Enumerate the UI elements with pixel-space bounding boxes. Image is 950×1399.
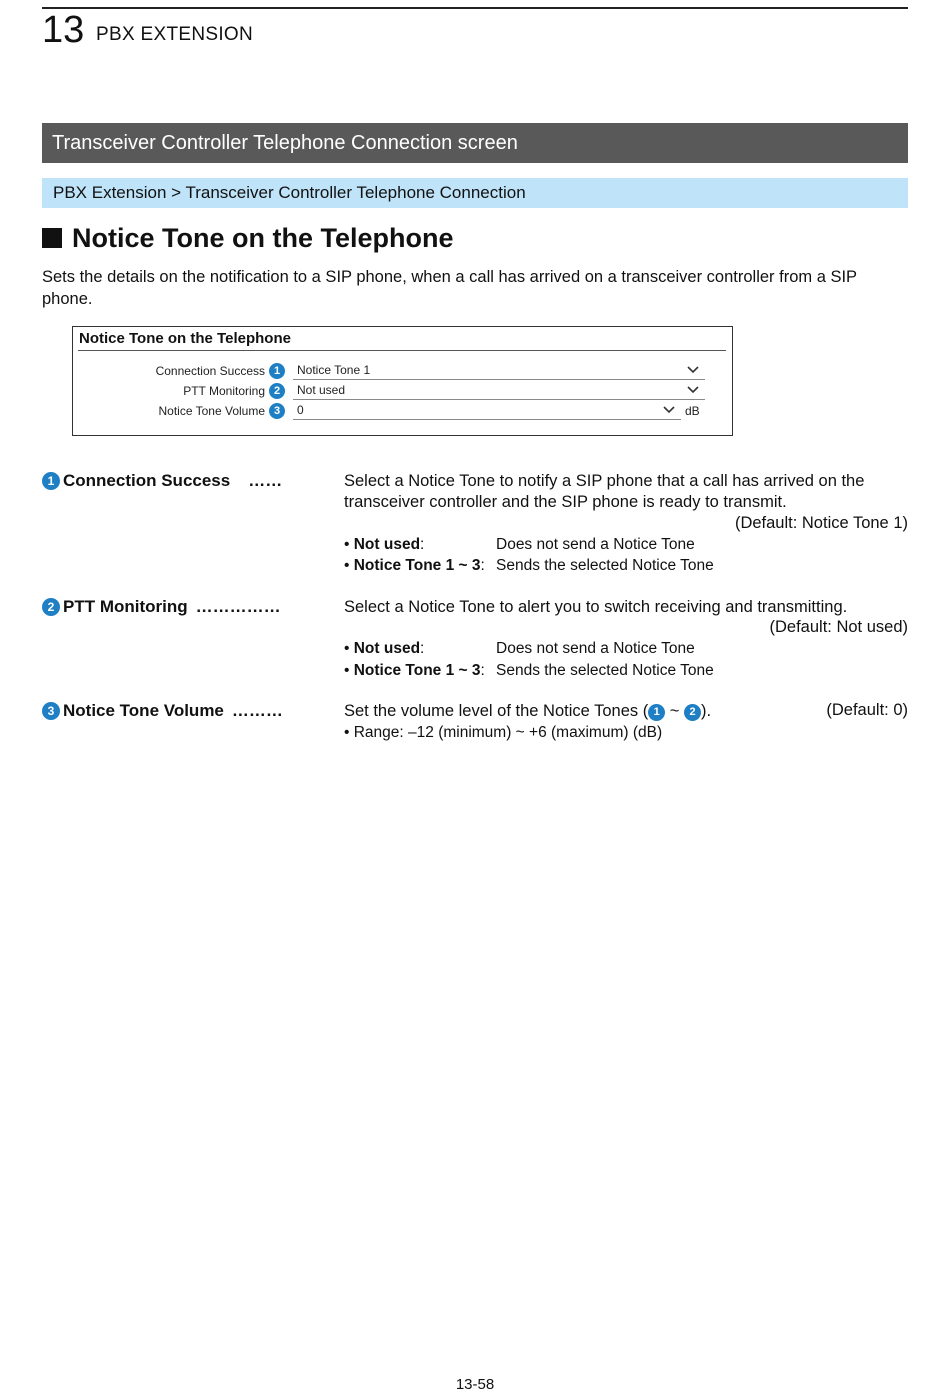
badge-2-icon: 2 — [269, 383, 285, 399]
chapter-number: 13 — [42, 9, 85, 51]
panel-label-notice-tone-volume: Notice Tone Volume — [158, 404, 265, 418]
connection-success-value: Notice Tone 1 — [297, 363, 371, 377]
leader-dots: …… — [248, 471, 283, 490]
bullet-key: Not used — [353, 640, 421, 657]
page-number: 13-58 — [455, 1376, 495, 1393]
ptt-monitoring-value: Not used — [297, 383, 346, 397]
item-connection-success-description: Select a Notice Tone to notify a SIP phone that a call has arrived on the transceiver controller and the SIP phone is ready to transmit. — [344, 472, 865, 511]
badge-3-icon: 3 — [42, 702, 60, 720]
item-name: PTT Monitoring — [63, 597, 188, 616]
settings-panel-screenshot — [72, 326, 733, 436]
list-item: • Notice Tone 1 ~ 3: Sends the selected Notice Tone — [344, 557, 714, 574]
notice-tone-volume-select[interactable] — [293, 402, 681, 420]
item-notice-tone-volume-description — [344, 701, 908, 722]
item-name: Connection Success — [63, 471, 231, 490]
leader-dots: ……… — [231, 701, 283, 720]
chevron-down-icon — [663, 404, 675, 416]
item-name: Notice Tone Volume — [63, 701, 224, 720]
item-ptt-monitoring-default: (Default: Not used) — [769, 618, 908, 636]
ptt-monitoring-select[interactable] — [293, 382, 705, 400]
badge-1-icon: 1 — [648, 704, 665, 721]
item-notice-tone-volume-default: (Default: 0) — [826, 701, 908, 719]
badge-2-icon: 2 — [684, 704, 701, 721]
ref-separator: ~ — [665, 702, 685, 720]
bullet-key: Not used — [353, 536, 421, 553]
bullet-value: Sends the selected Notice Tone — [496, 557, 714, 574]
badge-2-icon: 2 — [42, 598, 60, 616]
panel-label-ptt-monitoring: PTT Monitoring — [183, 384, 265, 398]
item-connection-success-heading — [42, 471, 282, 491]
badge-1-icon: 1 — [269, 363, 285, 379]
description-suffix: ). — [701, 702, 712, 720]
list-item: • Range: –12 (minimum) ~ +6 (maximum) (dB) — [344, 724, 663, 741]
item-ptt-monitoring-description: Select a Notice Tone to alert you to switch receiving and transmitting. — [344, 598, 848, 616]
panel-row-ptt-monitoring — [73, 382, 733, 402]
panel-label-connection-success: Connection Success — [155, 364, 265, 378]
list-item: • Not used: Does not send a Notice Tone — [344, 536, 695, 553]
bullet-text: Range: –12 (minimum) ~ +6 (maximum) (dB) — [353, 724, 663, 741]
panel-row-connection-success — [73, 362, 733, 382]
item-notice-tone-volume-heading — [42, 701, 283, 721]
volume-unit: dB — [685, 404, 700, 418]
list-item: • Notice Tone 1 ~ 3: Sends the selected Notice Tone — [344, 662, 714, 679]
panel-title: Notice Tone on the Telephone — [79, 330, 291, 347]
section-heading — [42, 221, 454, 255]
item-ptt-monitoring-heading — [42, 597, 281, 617]
bullet-key: Notice Tone 1 ~ 3 — [353, 662, 481, 679]
bullet-value: Does not send a Notice Tone — [496, 536, 695, 553]
chevron-down-icon — [687, 384, 699, 396]
badge-3-icon: 3 — [269, 403, 285, 419]
section-title: Notice Tone on the Telephone — [72, 223, 454, 253]
bullet-key: Notice Tone 1 ~ 3 — [353, 557, 481, 574]
panel-row-notice-tone-volume — [73, 402, 733, 422]
list-item: • Not used: Does not send a Notice Tone — [344, 640, 695, 657]
item-connection-success-default: (Default: Notice Tone 1) — [734, 514, 908, 532]
badge-1-icon: 1 — [42, 472, 60, 490]
notice-tone-volume-value: 0 — [297, 403, 304, 417]
section-intro: Sets the details on the notification to a SIP phone, when a call has arrived on a transceiver controller from a SIP phone. — [42, 268, 857, 308]
breadcrumb: PBX Extension > Transceiver Controller Telephone Connection — [42, 178, 908, 208]
screen-title-bar: Transceiver Controller Telephone Connection screen — [42, 123, 908, 163]
black-square-icon — [42, 228, 62, 248]
chevron-down-icon — [687, 364, 699, 376]
bullet-value: Does not send a Notice Tone — [496, 640, 695, 657]
chapter-title: PBX EXTENSION — [96, 24, 253, 45]
description-prefix: Set the volume level of the Notice Tones ( — [344, 702, 649, 720]
bullet-value: Sends the selected Notice Tone — [496, 662, 714, 679]
connection-success-select[interactable] — [293, 362, 705, 380]
leader-dots: …………… — [195, 597, 281, 616]
top-rule — [42, 7, 908, 9]
panel-divider — [78, 350, 726, 351]
